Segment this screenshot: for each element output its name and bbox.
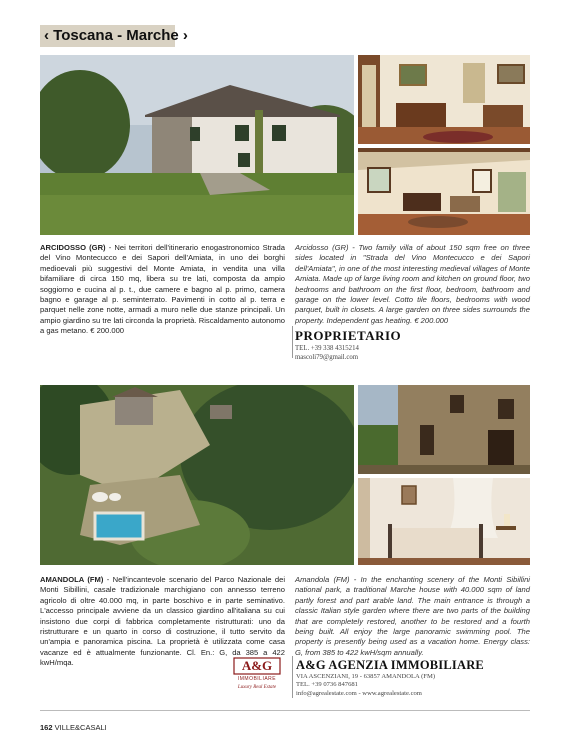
stone-facade-photo — [358, 385, 530, 474]
agency-name: A&G AGENZIA IMMOBILIARE — [296, 658, 484, 672]
agency-block — [296, 658, 531, 698]
agency-address: VIA ASCENZIANI, 19 - 63857 AMANDOLA (FM) — [296, 673, 436, 680]
house-exterior-photo — [40, 55, 354, 235]
footer-rule — [40, 710, 530, 711]
page-footer — [40, 723, 107, 732]
bedroom-photo — [358, 478, 530, 565]
listing2-location: AMANDOLA (FM) — [40, 575, 104, 584]
agency-logo — [228, 656, 288, 702]
agency-phone: TEL. +39 0736 847681 — [296, 681, 358, 689]
listing1-description-it — [40, 243, 285, 337]
owner-block — [295, 328, 401, 362]
owner-divider — [292, 326, 293, 358]
listing2-text-it: - Nell'incantevole scenario del Parco Nazionale dei Monti Sibillini, casale tradizionale marchigiano con annesso terreno agricolo di oltre 40.000 mq, in parte boschivo e in parte seminativo. L'accesso principale avviene da un classico giardino all'italiana su cui insistono due corpi di fabbrica completamente ristrutturati: uno da ristrutturare e un quarto in corso di costruzione, il tutto servito da un'ampia e panoramica piscina. La proprietà è utilizzata come casa vacanze ed è attualmente funzionante. Cl. En.: G, da 385 a 422 kwH/mqa. — [40, 575, 286, 668]
agency-web: info@agrealestate.com - www.agrealestate.com — [296, 689, 422, 697]
listing2-description-it — [40, 575, 285, 669]
agency-divider — [292, 656, 293, 698]
magazine-name: VILLE&CASALI — [54, 723, 107, 732]
agency-logo-subtext: IMMOBILIARE — [237, 676, 277, 682]
agency-logo-text: A&G — [241, 658, 273, 673]
aerial-view-photo — [40, 385, 354, 565]
owner-email: mascoli79@gmail.com — [295, 354, 359, 361]
section-tab — [40, 25, 188, 47]
living-dining-room-photo — [358, 148, 530, 235]
agency-logo-script: Luxury Real Estate — [237, 685, 277, 690]
listing1-text-it: - Nei territori dell'itinerario enogastronomico Strada del Vino Montecucco e dei Sapori dell'Amiata, in uno dei borghi medioevali più suggestivi del Monte Amiata, in vendita una villa bifamiliare di circa 150 mq, libera su tre lati, composta da ampio soggiorno e cucina al p. t., due camere e bagno al p. primo, camera bagno e garage al p. seminterrato. Pavimenti in cotto al p. terra e parquet nelle zone notte, armadi a muro nelle due stanze principali. Un ampio giardino su tre lati circonda la proprietà. Riscaldamento autonomo a gas metano. € 200.000 — [40, 243, 285, 336]
listing1-text-en: Arcidosso (GR) - Two family villa of about 150 sqm free on three sides located in "Strada del Vino Montecucco e dei Sapori dell'Amiata", in one of the most interesting medieval villages of Monte Amiata. Made up of large living room and kitchen on ground floor, two bedrooms and bathroom on the first floor, bedroom, bathroom and garage on the lower level. Cotto tile floors, bedrooms with wood parquet, built in closets. A large garden on three sides surrounds the property. Independent gas heating. € 200.000 — [295, 243, 530, 325]
owner-title: PROPRIETARIO — [295, 328, 402, 343]
listing1-location: ARCIDOSSO (GR) — [40, 243, 106, 252]
section-title: ‹ Toscana - Marche › — [44, 27, 188, 44]
living-room-photo — [358, 55, 530, 144]
owner-phone: TEL. +39 338 4315214 — [295, 345, 359, 352]
page-number: 162 — [40, 723, 53, 732]
listing2-text-en: Amandola (FM) - In the enchanting scenery of the Monti Sibillini national park, a traditional Marche house with 40.000 sqm of land partly forest and part arable land. The main entrance is through a classic Italian style garden where there are two parts of the building that are completely restored, another to be restored and a fourth being built. All enjoy the large panoramic swimming pool. The property is presently being used as a vacation home. Energy class: G, from 385 to 422 kwH/sqm annually. — [295, 575, 530, 657]
